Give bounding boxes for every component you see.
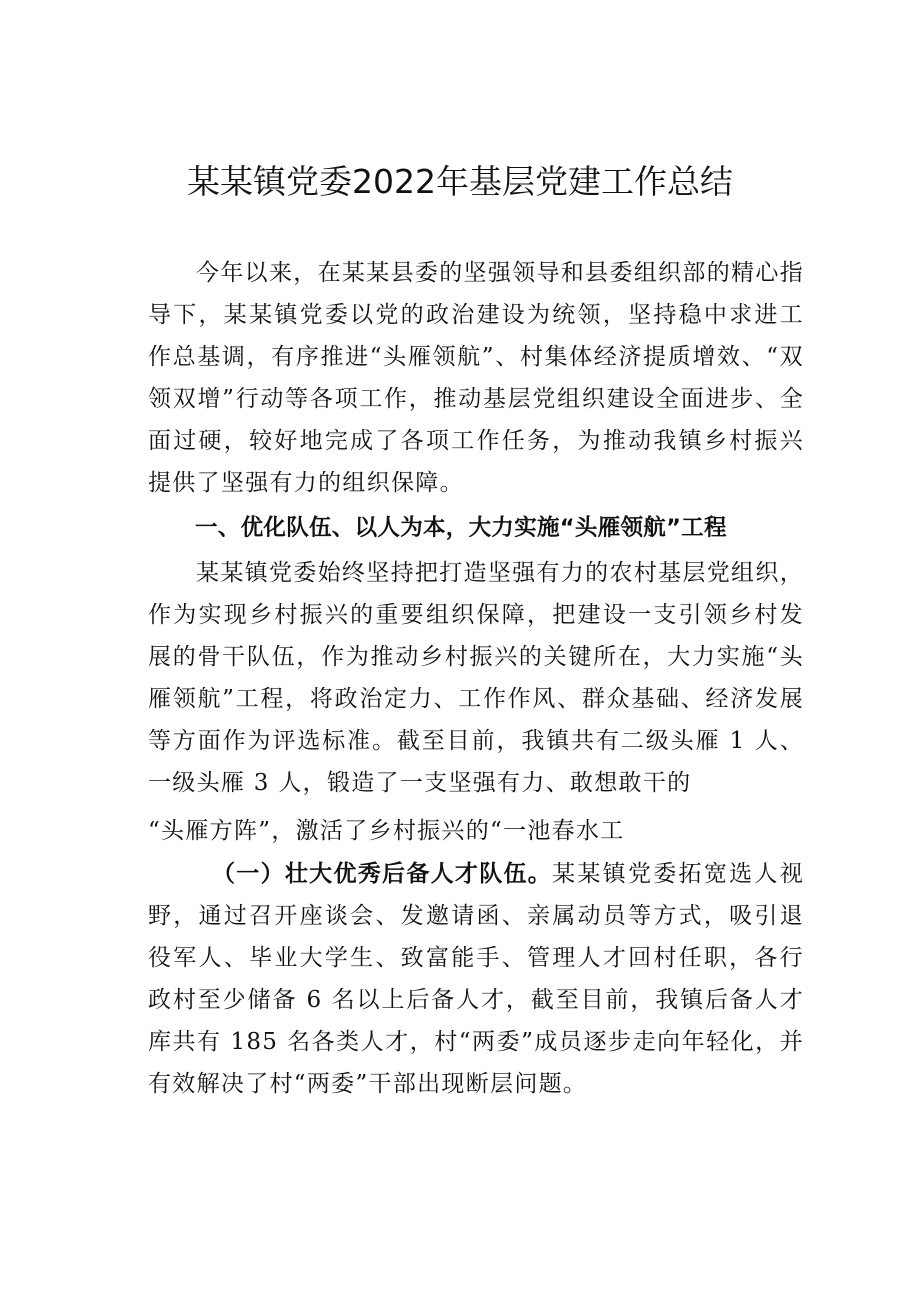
- document-title: 某某镇党委2022年基层党建工作总结: [187, 162, 733, 201]
- subsection-1-paragraph: [148, 853, 804, 1105]
- subsection-1-body: 某某镇党委拓宽选人视野，通过召开座谈会、发邀请函、亲属动员等方式，吸引退役军人、毕业大学生、致富能手、管理人才回村任职，各行政村至少储备 6 名以上后备人才，截至目前，我镇后备人才库共有 185 名各类人才，村“两委”成员逐步走向年轻化，并有效解决了村“两委”干部出现断层问题。: [148, 861, 804, 1097]
- section-heading-1: 一、优化队伍、以人为本，大力实施“头雁领航”工程: [195, 515, 727, 541]
- section-1-paragraph: 某某镇党委始终坚持把打造坚强有力的农村基层党组织，作为实现乡村振兴的重要组织保障，把建设一支引领乡村发展的骨干队伍，作为推动乡村振兴的关键所在，大力实施“头雁领航”工程，将政治定力、工作作风、群众基础、经济发展等方面作为评选标准。截至目前，我镇共有二级头雁 1 人、一级头雁 3 人，锻造了一支坚强有力、敢想敢干的: [148, 560, 804, 796]
- section-1-tail-line: “头雁方阵”，激活了乡村振兴的“一池春水工: [148, 818, 625, 844]
- subsection-1-heading: （一）壮大优秀后备人才队伍。: [212, 861, 553, 887]
- intro-paragraph: 今年以来，在某某县委的坚强领导和县委组织部的精心指导下，某某镇党委以党的政治建设为统领，坚持稳中求进工作总基调，有序推进“头雁领航”、村集体经济提质增效、“双领双增”行动等各项工作，推动基层党组织建设全面进步、全面过硬，较好地完成了各项工作任务，为推动我镇乡村振兴提供了坚强有力的组织保障。: [148, 260, 804, 496]
